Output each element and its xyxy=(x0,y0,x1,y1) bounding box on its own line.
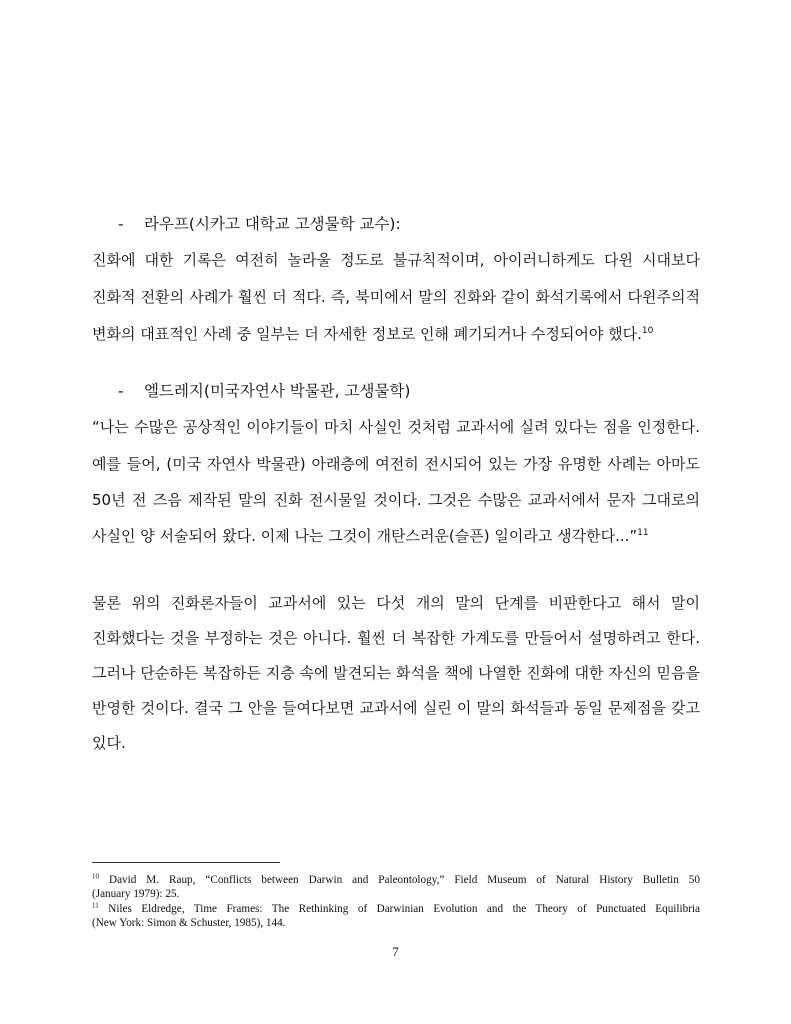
footnote-10-cont: (January 1979): 25. xyxy=(92,888,180,900)
heading-text: 엘드레지(미국자연사 박물관, 고생물학) xyxy=(144,382,411,400)
footnote-number: 11 xyxy=(92,902,99,910)
heading-text: 라우프(시카고 대학교 고생물학 교수): xyxy=(144,215,401,233)
body-line-text: 사실인 양 서술되어 왔다. 이제 나는 그것이 개탄스러운(슬픈) 일이라고 생각한다...” xyxy=(92,527,638,545)
footnote-11-cont: (New York: Simon & Schuster, 1985), 144. xyxy=(92,917,286,929)
body-line: 예를 들어, (미국 자연사 박물관) 아래층에 여전히 전시되어 있는 가장 유명한 사례는 아마도 xyxy=(92,455,700,473)
footnote-ref: 11 xyxy=(637,528,649,538)
body-line: 물론 위의 진화론자들이 교과서에 있는 다섯 개의 말의 단계를 비판한다고 해서 말이 xyxy=(92,594,700,612)
body-line: “나는 수많은 공상적인 이야기들이 마치 사실인 것처럼 교과서에 실려 있다는 점을 인정한다. xyxy=(92,418,700,436)
footnote-text: Niles Eldredge, Time Frames: The Rethinking of Darwinian Evolution and the Theory of Punctuated Equilibria xyxy=(108,903,700,915)
quote-heading-raup xyxy=(118,214,401,234)
body-line: 반영한 것이다. 결국 그 안을 들여다보면 교과서에 실린 이 말의 화석들과 동일 문제점을 갖고 xyxy=(92,699,700,717)
body-line: 있다. xyxy=(92,734,126,752)
bullet-dash: - xyxy=(118,215,124,233)
body-line: 50년 전 즈음 제작된 말의 진화 전시물일 것이다. 그것은 수많은 교과서에서 문자 그대로의 xyxy=(92,491,700,509)
page-number: 7 xyxy=(392,944,399,959)
quote-heading-eldredge xyxy=(118,381,410,401)
footnote-number: 10 xyxy=(92,873,99,881)
body-line: 진화했다는 것을 부정하는 것은 아니다. 훨씬 더 복잡한 가계도를 만들어서 설명하려고 한다. xyxy=(92,629,700,647)
body-line: 진화적 전환의 사례가 훨씬 더 적다. 즉, 북미에서 말의 진화와 같이 화석기록에서 다윈주의적 xyxy=(92,288,700,306)
body-line-text: 변화의 대표적인 사례 중 일부는 더 자세한 정보로 인해 폐기되거나 수정되어야 했다. xyxy=(92,325,642,343)
bullet-dash: - xyxy=(118,382,124,400)
footnote-ref: 10 xyxy=(641,326,654,336)
body-line: 진화에 대한 기록은 여전히 놀라울 정도로 불규칙적이며, 아이러니하게도 다윈 시대보다 xyxy=(92,251,700,269)
body-line xyxy=(92,526,700,546)
footnote-divider xyxy=(92,862,280,863)
footnote-text: David M. Raup, “Conflicts between Darwin and Paleontology,” Field Museum of Natural History Bulletin 50 xyxy=(108,874,700,886)
body-line xyxy=(92,324,700,344)
footnote-10 xyxy=(92,873,700,887)
body-line: 그러나 단순하든 복잡하든 지층 속에 발견되는 화석을 책에 나열한 진화에 대한 자신의 믿음을 xyxy=(92,664,700,682)
footnote-11 xyxy=(92,902,700,916)
